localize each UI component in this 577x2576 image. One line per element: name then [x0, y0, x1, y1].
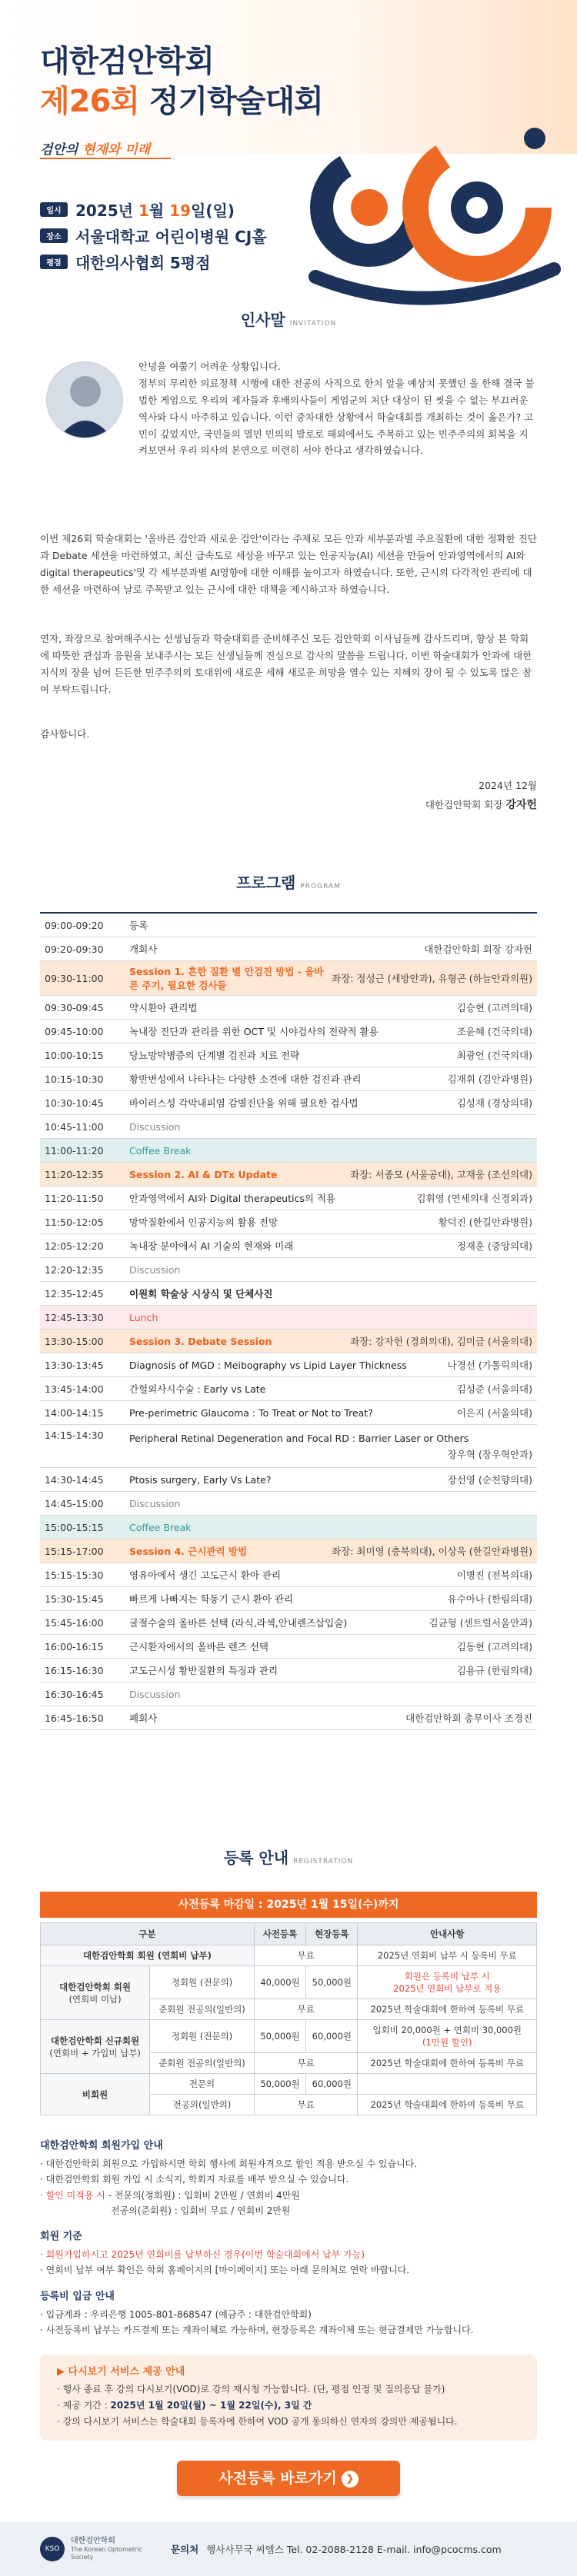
program-title: Session 2. AI & DTx Update	[129, 1168, 278, 1180]
program-title: Pre-perimetric Glaucoma : To Treat or Not to Treat?	[129, 1406, 373, 1419]
footer-org-name-en: The Korean Optometric Society	[71, 2546, 142, 2561]
program-speaker: 김재휘 (김안과병원)	[447, 1073, 532, 1085]
membership-info-line	[40, 2188, 537, 2203]
fee-value: 무료	[254, 1945, 358, 1966]
program-title: Session 1. 흔한 질환 별 안검진 방법 - 올바른 주기, 필요한 검사들	[129, 966, 324, 991]
program-speaker: 김성재 (경상의대)	[456, 1097, 532, 1109]
program-title: Ptosis surgery, Early Vs Late?	[129, 1473, 272, 1486]
society-logo: KSO	[40, 2537, 65, 2561]
program-speaker: 대한검안학회 총무이사 조경진	[405, 1712, 532, 1724]
program-time: 15:00-15:15	[45, 1521, 104, 1533]
info-date-row	[40, 198, 235, 221]
greeting-paragraph-4: 연자, 좌장으로 참여해주시는 선생님들과 학술대회를 준비해주신 모든 검안학회 이사님들께 감사드리며, 향상 본 학회에 따뜻한 관심과 응원을 보내주시는 모든 선생님들께 진심으로 감사의 말씀을 드립니다. 이번 학술대회가 안과에 대한 지식의 장을 넘어 든든한 민주주의의 토대위에 새로운 세해 새로운 희망을 열수 있는 지혜의 장이 될 수 있도록 많은 참여 부탁드립니다.	[40, 633, 532, 695]
deco-swoosh	[315, 269, 554, 298]
program-speaker: 김성준 (서울의대)	[456, 1383, 532, 1395]
program-title: Session 3. Debate Session	[129, 1335, 272, 1347]
fee-member-type: 전공의(일반의)	[150, 2095, 255, 2115]
preregistration-button-label: 사전등록 바로가기	[218, 2470, 337, 2487]
program-row	[40, 1611, 537, 1635]
program-time: 14:15-14:30	[45, 1429, 104, 1441]
deco-dot-left	[351, 189, 388, 226]
program-title: 이원희 학술상 시상식 및 단체사진	[129, 1288, 273, 1300]
footer-org	[71, 2537, 155, 2562]
footer-contact-label: 문의처	[171, 2544, 199, 2555]
program-title-wrap	[125, 1429, 537, 1464]
program-row	[40, 1706, 537, 1730]
program-title: 녹내장 분야에서 AI 기술의 현재와 미래	[129, 1240, 294, 1252]
deco-dot-small	[524, 128, 545, 149]
greeting-paragraph-5: 감사합니다.	[40, 728, 90, 740]
fee-table-header	[41, 1923, 537, 1945]
fee-value: 무료	[254, 1999, 358, 2020]
fee-group-name: 대한검안학회 신규회원	[51, 2035, 140, 2046]
program-row	[40, 1139, 537, 1163]
program-row	[40, 1377, 537, 1401]
program-row	[40, 1043, 537, 1067]
program-title: 개회사	[129, 944, 158, 955]
fee-note: 2025년 학술대회에 한하여 등록비 무료	[358, 1999, 537, 2020]
program-time: 16:15-16:30	[45, 1664, 104, 1676]
program-title: Diagnosis of MGD : Meibography vs Lipid Layer Thickness	[129, 1359, 407, 1371]
program-session-row	[40, 1163, 537, 1186]
program-session-row	[40, 1539, 537, 1563]
registration-heading	[0, 1845, 577, 1868]
fee-pre-value: 50,000원	[254, 2020, 305, 2053]
program-speaker: 좌장: 강자헌 (경희의대), 김미금 (서울의대)	[350, 1336, 532, 1347]
info-date-text	[75, 198, 235, 221]
info-date-tag: 일시	[40, 202, 68, 217]
program-time: 16:30-16:45	[45, 1688, 104, 1700]
date-part-day: 19	[169, 201, 192, 220]
footer-contact	[171, 2542, 502, 2556]
program-row	[40, 1258, 537, 1282]
info-credit-text: 대한의사협회 5평점	[75, 254, 211, 272]
program-row	[40, 1115, 537, 1139]
program-speaker: 이병진 (전북의대)	[456, 1569, 532, 1581]
registration-heading-ko: 등록 안내	[223, 1849, 289, 1867]
program-title: 등록	[129, 920, 148, 931]
program-title: Lunch	[129, 1311, 158, 1323]
program-time: 09:20-09:30	[45, 943, 104, 955]
program-speaker: 김균형 (센트럴서울안과)	[429, 1617, 532, 1629]
program-time: 09:30-09:45	[45, 1001, 104, 1013]
program-title: 당뇨망막병증의 단계별 검진과 치료 전략	[129, 1050, 300, 1061]
hero-subtitle-accent: 현재와 미래	[82, 142, 151, 158]
fee-group-sub: (연회비 + 가입비 납부)	[49, 2047, 141, 2058]
fee-row-new-member-regular	[41, 2020, 537, 2053]
program-speaker: 조윤혜 (건국의대)	[456, 1026, 532, 1037]
program-row	[40, 1282, 537, 1306]
payment-info	[40, 2288, 537, 2338]
fee-member-type: 준회원 전공의(일반의)	[150, 2053, 255, 2074]
fee-group-label	[41, 1966, 150, 2020]
program-time: 11:00-11:20	[45, 1144, 104, 1157]
registration-heading-en: REGISTRATION	[293, 1858, 354, 1865]
fee-group-label	[41, 2020, 150, 2074]
program-title: 굴절수술의 올바른 선택 (라식,라섹,안내렌즈삽입술)	[129, 1617, 348, 1629]
program-title: 망막질환에서 인공지능의 활용 전망	[129, 1216, 278, 1228]
program-time: 13:30-13:45	[45, 1359, 104, 1371]
fee-onsite-value: 60,000원	[306, 2074, 358, 2095]
program-time: 09:45-10:00	[45, 1025, 104, 1037]
greeting-heading	[0, 308, 577, 330]
fee-onsite-value: 60,000원	[306, 2020, 358, 2053]
program-speaker: 김휘영 (연세의대 신경외과)	[416, 1193, 532, 1204]
program-title: 영유아에서 생긴 고도근시 환아 관리	[129, 1569, 282, 1581]
program-row	[40, 1682, 537, 1706]
program-speaker: 김용규 (한림의대)	[456, 1665, 532, 1676]
member-criteria	[40, 2228, 537, 2278]
program-speaker: 좌장: 최미영 (충북의대), 이상욱 (한길안과병원)	[332, 1546, 532, 1557]
fee-col-onsite: 현장등록	[306, 1923, 358, 1945]
program-time: 11:20-11:50	[45, 1192, 104, 1204]
program-time: 15:45-16:00	[45, 1616, 104, 1629]
program-row	[40, 1210, 537, 1234]
program-row	[40, 1425, 537, 1468]
deco-pupil-right	[466, 197, 488, 218]
program-row	[40, 1067, 537, 1091]
vod-service-title	[57, 2364, 520, 2381]
program-row	[40, 1468, 537, 1492]
registration-fee-table	[40, 1922, 537, 2115]
membership-no-discount-text: - 전문의(정회원) : 입회비 2만원 / 연회비 4만원	[105, 2189, 300, 2201]
program-row	[40, 1186, 537, 1210]
program-row	[40, 996, 537, 1020]
fee-note: 2025년 연회비 납부 시 등록비 무료	[358, 1945, 537, 1966]
program-speaker: 황덕진 (한길안과병원)	[438, 1216, 532, 1228]
program-time: 10:45-11:00	[45, 1120, 104, 1133]
program-title: Discussion	[129, 1263, 181, 1276]
program-title: 황반변성에서 나타나는 다양한 소견에 대한 검진과 관리	[129, 1073, 362, 1085]
program-speaker: 나경선 (가톨릭의대)	[447, 1360, 532, 1371]
payment-account: · 입금계좌 : 우리은행 1005-801-868547 (예금주 : 대한검안학회)	[40, 2309, 312, 2321]
program-speaker: 정재훈 (중앙의대)	[456, 1240, 532, 1252]
program-speaker: 좌장: 정성근 (세방안과), 유형곤 (하늘안과의원)	[332, 973, 532, 984]
vod-service-period	[57, 2398, 520, 2414]
program-speaker: 김승현 (고려의대)	[456, 1002, 532, 1013]
program-row	[40, 1516, 537, 1539]
fee-note: 2025년 학술대회에 한하여 등록비 무료	[358, 2095, 537, 2115]
fee-member-type: 전문의	[150, 2074, 255, 2095]
program-speaker: 유수아나 (한림의대)	[447, 1593, 532, 1605]
preregistration-button[interactable]	[177, 2461, 400, 2496]
hero-title-rest: 정기학술대회	[138, 84, 323, 119]
program-time: 14:45-15:00	[45, 1497, 104, 1509]
membership-info-title: 대한검안학회 회원가입 안내	[40, 2140, 163, 2152]
date-part-month-unit: 월	[148, 201, 170, 220]
program-row	[40, 937, 537, 961]
greeting-paragraph-2: 정부의 무리한 의료정책 시행에 대한 전공의 사직으로 한치 앞을 예상치 못했던 올 한해 결국 불법한 게엄으로 우리의 제자들과 후배의사들이 게엄군의 처단 대상이 된 씻을 수 없는 부끄러운 역사와 다시 마주하고 있습니다. 이런 중차대한 상황에서 학술대회를 개최하는 것이 옳은가? 고민이 깊었지만, 국민들의 멸민 민의의 발로로 해외에서도 주목하고 있는 민주주의의 회복을 지켜보면서 우리 의사의 본연으로 미련히 서야 한다고 생각하였습니다.	[138, 377, 535, 457]
greeting-paragraph-1: 안녕을 여쭙기 어려운 상황입니다.	[138, 361, 281, 372]
arrow-right-icon: ❯	[342, 2471, 359, 2488]
program-speaker: 최광언 (건국의대)	[456, 1050, 532, 1061]
program-session-row	[40, 961, 537, 996]
program-time: 15:15-17:00	[45, 1545, 104, 1557]
fee-row-member-unpaid-regular	[41, 1966, 537, 1999]
program-time: 12:45-13:30	[45, 1311, 104, 1323]
program-time: 09:30-11:00	[45, 972, 104, 984]
hero-title-edition: 제26회	[40, 84, 139, 119]
program-row	[40, 914, 537, 937]
program-time: 10:00-10:15	[45, 1049, 104, 1061]
greeting-intro	[138, 358, 537, 459]
program-title: 바이러스성 각막내피염 감별진단을 위해 필요한 검사법	[129, 1097, 359, 1109]
program-time: 14:00-14:15	[45, 1406, 104, 1419]
greeting-paragraph-3: 이번 제26회 학술대회는 '올바른 검안과 새로운 검안'이라는 주제로 모든 안과 세부분과별 주요질환에 대한 정확한 진단과 Debate 세션을 마련하였고, 최신 급속도로 세상을 바꾸고 있는 인공지능(AI) 세션을 만들어 안과영역에서의 AI와 digital therapeutics'및 각 세부분과별 AI영향에 대한 이해를 높이고자 하였습니다. 또한, 근시의 다각적인 관리에 대한 세션을 마련하여 날로 주목받고 있는 근시에 대한 대책을 제시하고자 하였습니다.	[40, 533, 537, 595]
membership-info-line: 전공의(준회원) : 입회비 무료 / 연회비 2만원	[111, 2205, 291, 2217]
program-speaker: 김동현 (고려의대)	[456, 1641, 532, 1652]
program-row	[40, 1020, 537, 1043]
program-title: Coffee Break	[129, 1144, 192, 1157]
program-row	[40, 1659, 537, 1682]
vod-service-line: · 행사 종료 후 강의 다시보기(VOD)로 강의 재시청 가능합니다. (단, 평점 인정 및 질의응답 불가)	[57, 2383, 445, 2395]
program-time: 16:00-16:15	[45, 1640, 104, 1652]
program-title: Coffee Break	[129, 1521, 192, 1533]
program-title: Discussion	[129, 1688, 181, 1700]
program-time: 11:50-12:05	[45, 1216, 104, 1228]
fee-note-line1: 회원은 등록비 납부 시	[404, 1971, 490, 1982]
signer-name: 강자헌	[505, 799, 537, 811]
member-criteria-line: · 연회비 납부 여부 확인은 학회 홈페이지의 [마이페이지] 또는 아래 문의처로 연락 바랍니다.	[40, 2265, 410, 2276]
program-time: 12:05-12:20	[45, 1240, 104, 1252]
program-row	[40, 1587, 537, 1611]
program-title: 빠르게 나빠지는 학동기 근시 환아 관리	[129, 1593, 294, 1605]
fee-pre-value: 40,000원	[254, 1966, 305, 1999]
fee-col-preregistration: 사전등록	[254, 1923, 305, 1945]
program-row	[40, 1234, 537, 1258]
program-row	[40, 1306, 537, 1330]
program-time: 11:20-12:35	[45, 1168, 104, 1180]
fee-member-type: 정회원 (전문의)	[150, 2020, 255, 2053]
membership-info-line: · 대한검안학회 회원 가입 시 소식지, 학회지 자료를 배부 받으실 수 있습니다.	[40, 2174, 349, 2185]
fee-group-label: 비회원	[41, 2074, 150, 2115]
hero-subtitle	[40, 138, 150, 158]
fee-col-notes: 안내사항	[358, 1923, 537, 1945]
payment-info-title: 등록비 입금 안내	[40, 2291, 115, 2302]
signer-role: 대한검안학회 회장	[425, 799, 506, 810]
date-part-month: 1	[138, 201, 149, 220]
fee-note-line2: (1만원 할인)	[422, 2037, 472, 2048]
play-icon: ▶	[57, 2366, 65, 2378]
fee-value: 무료	[254, 2095, 358, 2115]
program-title: 약시환아 관리법	[129, 1002, 198, 1013]
membership-info	[40, 2138, 537, 2219]
program-table	[40, 912, 537, 1730]
program-title: 고도근시성 황반질환의 특징과 관리	[129, 1665, 278, 1676]
president-photo	[46, 361, 123, 438]
program-session-row	[40, 1330, 537, 1353]
date-part-day-unit: 일(일)	[191, 201, 235, 220]
vod-period-label: · 제공 기간 :	[57, 2399, 111, 2411]
vod-period-value: 2025년 1월 20일(월) ~ 1월 22일(수), 3일 간	[110, 2399, 312, 2411]
greeting-heading-ko: 인사말	[240, 311, 285, 329]
footer-org-name: 대한검안학회	[71, 2536, 115, 2545]
program-title: 녹내장 진단과 관리를 위한 OCT 및 시야검사의 전략적 활용	[129, 1026, 379, 1037]
program-row	[40, 1353, 537, 1377]
fee-note: 2025년 학술대회에 한하여 등록비 무료	[358, 2053, 537, 2074]
footer-contact-text: 행사사무국 씨엠스 Tel. 02-2088-2128 E-mail. info@pcocms.com	[206, 2544, 502, 2555]
info-venue-row	[40, 225, 267, 247]
program-row	[40, 1091, 537, 1115]
member-criteria-title: 회원 기준	[40, 2231, 82, 2242]
program-time: 09:00-09:20	[45, 919, 104, 931]
fee-member-type: 정회원 (전문의)	[150, 1966, 255, 1999]
fee-member-type: 준회원 전공의(일반의)	[150, 1999, 255, 2020]
info-credit-row	[40, 251, 210, 273]
fee-note-empty	[358, 2074, 537, 2095]
fee-row-member-paid	[41, 1945, 537, 1966]
program-speaker: 대한검안학회 회장 강자헌	[424, 944, 532, 955]
registration-deadline-banner: 사전등록 마감일 : 2025년 1월 15일(수)까지	[40, 1892, 537, 1918]
program-title: Discussion	[129, 1497, 181, 1509]
greeting-heading-en: INVITATION	[289, 320, 337, 328]
fee-group-name: 대한검안학회 회원	[59, 1981, 132, 1992]
vod-service-box	[40, 2355, 537, 2441]
footer	[0, 2522, 577, 2576]
program-title: 근시환자에서의 올바른 렌즈 선택	[129, 1641, 268, 1652]
program-row	[40, 1492, 537, 1516]
info-credit-tag: 평점	[40, 255, 68, 269]
program-row	[40, 1401, 537, 1425]
vod-service-title-text: 다시보기 서비스 제공 안내	[68, 2366, 185, 2378]
greeting-date: 2024년 12월	[479, 780, 537, 791]
fee-note	[358, 2020, 537, 2053]
program-time: 16:45-16:50	[45, 1712, 104, 1724]
program-row	[40, 1635, 537, 1659]
hero-title-org: 대한검안학회	[40, 44, 214, 79]
program-title: 간헐외사시수술 : Early vs Late	[129, 1383, 266, 1395]
program-time: 10:30-10:45	[45, 1097, 104, 1109]
fee-group-sub: (연회비 미납)	[68, 1993, 122, 2005]
program-time: 13:30-15:00	[45, 1335, 104, 1347]
payment-method: · 사전등록비 납부는 카드결제 또는 계좌이체로 가능하며, 현장등록은 계좌이체 또는 현금결제만 가능합니다.	[40, 2325, 474, 2336]
info-venue-tag: 장소	[40, 228, 68, 243]
program-time: 12:35-12:45	[45, 1287, 104, 1300]
vod-service-line: · 강의 다시보기 서비스는 학술대회 등록자에 한하여 VOD 공개 동의하신 연자의 강의만 제공됩니다.	[57, 2415, 458, 2427]
program-heading-ko: 프로그램	[236, 874, 296, 892]
program-title: 폐회사	[129, 1712, 158, 1724]
eye-graphic-decoration	[300, 92, 569, 323]
fee-note-line1: 입회비 20,000원 + 연회비 30,000원	[372, 2025, 522, 2035]
fee-pre-value: 50,000원	[254, 2074, 305, 2095]
fee-row-nonmember-specialist	[41, 2074, 537, 2095]
fee-group-label: 대한검안학회 회원 (연회비 납부)	[41, 1945, 255, 1966]
hero-title-event	[40, 77, 323, 121]
membership-info-line: · 대한검안학회 회원으로 가입하시면 학회 행사에 회원자격으로 할인 적용 받으실 수 있습니다.	[40, 2158, 418, 2170]
fee-col-category: 구분	[41, 1923, 255, 1945]
program-time: 10:15-10:30	[45, 1073, 104, 1085]
program-speaker: 이은지 (서울의대)	[456, 1407, 532, 1419]
program-speaker: 장선영 (순천향의대)	[447, 1474, 532, 1486]
program-title: Session 4. 근시관리 방법	[129, 1546, 248, 1557]
program-time: 15:30-15:45	[45, 1593, 104, 1605]
program-time: 12:20-12:35	[45, 1263, 104, 1276]
hero-subtitle-underline	[40, 158, 171, 159]
program-speaker: 좌장: 서종모 (서울공대), 고재웅 (조선의대)	[350, 1169, 532, 1180]
person-icon	[47, 362, 123, 438]
program-heading-en: PROGRAM	[300, 883, 341, 890]
info-venue-text: 서울대학교 어린이병원 CJ홀	[75, 228, 267, 246]
program-heading	[0, 870, 577, 893]
fee-onsite-value: 50,000원	[306, 1966, 358, 1999]
membership-no-discount-label: · 할인 미적용 시	[40, 2189, 105, 2201]
program-time: 13:45-14:00	[45, 1383, 104, 1395]
program-time: 15:15-15:30	[45, 1569, 104, 1581]
program-title: Peripheral Retinal Degeneration and Focal RD : Barrier Laser or Others	[129, 1433, 469, 1444]
program-speaker: 장우혁 (장우혁안과)	[447, 1449, 532, 1460]
date-part-year: 2025년	[75, 201, 138, 220]
program-title: Discussion	[129, 1120, 181, 1133]
fee-note-line2: 2025년 연회비 납부로 적용	[393, 1983, 502, 1994]
program-row	[40, 1563, 537, 1587]
hero-banner	[0, 0, 577, 331]
member-criteria-line: · 회원가입하시고 2025년 연회비를 납부하신 경우(이번 학술대회에서 납부 가능)	[40, 2249, 365, 2261]
fee-note	[358, 1966, 537, 1999]
program-time: 14:30-14:45	[45, 1473, 104, 1486]
fee-value: 무료	[254, 2053, 358, 2074]
hero-subtitle-prefix: 검안의	[40, 142, 83, 158]
program-title: 안과영역에서 AI와 Digital therapeutics의 적용	[129, 1193, 336, 1204]
greeting-signature	[425, 797, 537, 812]
